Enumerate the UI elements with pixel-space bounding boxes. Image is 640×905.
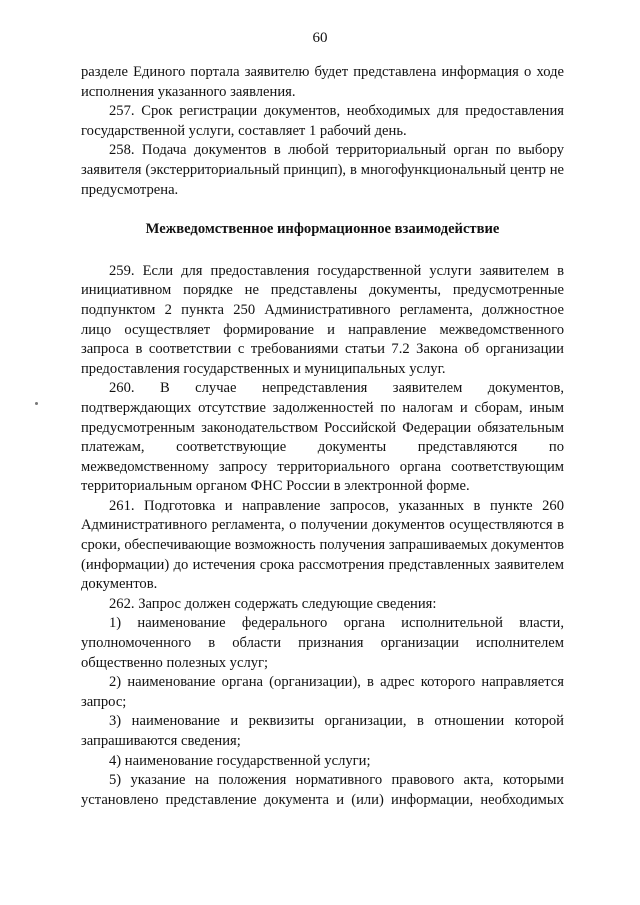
paragraph-257: 257. Срок регистрации документов, необходимых для предоставления государственной услуги, составляет 1 рабочий день. — [81, 103, 564, 139]
paragraph-continuation: разделе Единого портала заявителю будет представлена информация о ходе исполнения указанного заявления. — [81, 64, 564, 100]
list-item-4: 4) наименование государственной услуги; — [109, 752, 371, 769]
page-content — [81, 63, 564, 810]
paragraph-258: 258. Подача документов в любой территориальный орган по выбору заявителя (экстерриториальный принцип), в многофункциональный центр не предусмотрена. — [81, 142, 564, 198]
list-item-3: 3) наименование и реквизиты организации, в отношении которой запрашиваются сведения; — [81, 713, 564, 749]
list-item-2: 2) наименование органа (организации), в адрес которого направляется запрос; — [81, 674, 564, 710]
paragraph-261: 261. Подготовка и направление запросов, указанных в пункте 260 Административного регламента, о получении документов осуществляются в сроки, обеспечивающие возможность получения запрашиваемых документов (информации) до истечения срока рассмотрения представленных заявителем документов. — [81, 497, 564, 593]
section-heading: Межведомственное информационное взаимодействие — [145, 221, 500, 238]
paragraph-260: 260. В случае непредставления заявителем документов, подтверждающих отсутствие задолженностей по налогам и сборам, иным предусмотренным законодательством Российской Федерации обязательным платежам, соответствующие документы представляются по межведомственному запросу территориального органа соответствующим территориальным органом ФНС России в электронной форме. — [81, 380, 564, 495]
paragraph-259: 259. Если для предоставления государственной услуги заявителем в инициативном порядке не представлены документы, предусмотренные подпунктом 2 пункта 250 Административного регламента, должностное лицо осуществляет формирование и направление межведомственного запроса в соответствии с требованиями статьи 7.2 Закона об организации предоставления государственных и муниципальных услуг. — [81, 262, 564, 377]
list-item-5: 5) указание на положения нормативного правового акта, которыми установлено представление документа и (или) информации, необходимых — [81, 772, 564, 808]
list-item-1: 1) наименование федерального органа исполнительной власти, уполномоченного в области признания организации исполнителем общественно полезных услуг; — [81, 615, 564, 671]
margin-dot-mark — [35, 402, 38, 405]
paragraph-262: 262. Запрос должен содержать следующие сведения: — [109, 595, 437, 612]
page-number: 60 — [312, 30, 328, 46]
